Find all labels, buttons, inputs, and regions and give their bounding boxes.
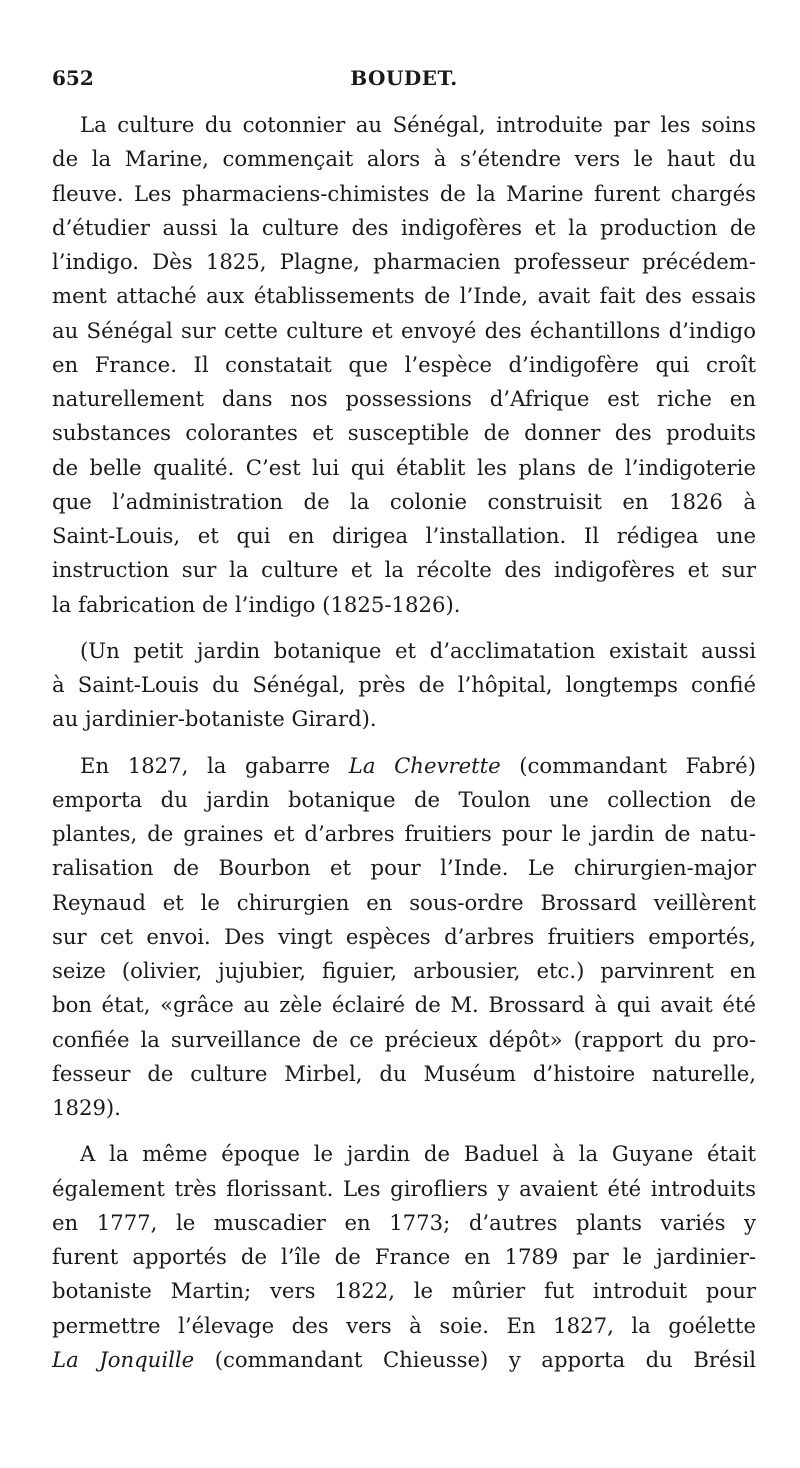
text-line (52, 1343, 756, 1377)
text-line: La culture du cotonnier au Sénégal, introduite par les soins (80, 112, 756, 137)
text-line (52, 749, 756, 783)
text-line: de belle qualité. C’est lui qui établit les plans de l’indigoterie (52, 454, 756, 480)
text-line: au jardinier-botaniste Girard). (52, 706, 377, 732)
text-line: plantes, de graines et d’arbres fruitiers pour le jardin de natu- (52, 821, 756, 846)
text-line: (Un petit jardin botanique et d’acclimatation existait aussi (80, 637, 756, 663)
text-line: instruction sur la culture et la récolte des indigofères et sur (52, 557, 756, 583)
paragraph-senegal-indigo (52, 108, 756, 622)
text-line: botaniste Martin; vers 1822, le mûrier fut introduit pour (52, 1278, 756, 1304)
text-line: bon état, «grâce au zèle éclairé de M. Brossard à qui avait été (52, 992, 756, 1018)
text-line: à Saint-Louis du Sénégal, près de l’hôpital, longtemps confié (52, 672, 756, 697)
paragraph-guyane-baduel (52, 1137, 756, 1377)
text-line: l’indigo. Dès 1825, Plagne, pharmacien professeur précédem- (52, 249, 756, 274)
page-header (52, 66, 756, 96)
ship-name: La Chevrette (348, 752, 501, 778)
ship-name: La Jonquille (52, 1346, 195, 1372)
text-line: d’étudier aussi la culture des indigofères et la production de (52, 214, 756, 240)
text-line: en France. Il constatait que l’espèce d’indigofère qui croît (52, 351, 756, 377)
text-line: emporta du jardin botanique de Toulon une collection de (52, 786, 756, 812)
text-line: également très florissant. Les girofliers y avaient été introduits (52, 1175, 756, 1201)
text-line: confiée la surveillance de ce précieux dépôt» (rapport du pro- (52, 1026, 756, 1052)
text-line: que l’administration de la colonie construisit en 1826 à (52, 488, 756, 514)
text-line: Reynaud et le chirurgien en sous-ordre Brossard veillèrent (52, 889, 756, 915)
text-line: fesseur de culture Mirbel, du Muséum d’histoire naturelle, (52, 1060, 756, 1086)
text-line: la fabrication de l’indigo (1825-1826). (52, 591, 461, 617)
text-run: En 1827, la gabarre (80, 752, 349, 778)
text-line: sur cet envoi. Des vingt espèces d’arbres fruitiers emportés, (52, 923, 756, 949)
text-line: ment attaché aux établissements de l’Inde, avait fait des essais (52, 283, 756, 309)
running-head: BOUDET. (350, 66, 458, 90)
text-line: en 1777, le muscadier en 1773; d’autres plants variés y (52, 1209, 756, 1235)
text-line: substances colorantes et susceptible de donner des produits (52, 420, 756, 446)
text-line: fleuve. Les pharmaciens-chimistes de la Marine furent chargés (52, 180, 756, 206)
text-line: seize (olivier, jujubier, figuier, arbousier, etc.) parvinrent en (52, 958, 756, 983)
text-line: 1829). (52, 1095, 121, 1120)
text-line: Saint-Louis, et qui en dirigea l’installation. Il rédigea une (52, 523, 756, 548)
text-line: furent apportés de l’île de France en 1789 par le jardinier- (52, 1244, 756, 1269)
body-text (52, 108, 756, 1377)
text-run: (commandant Fabré) (500, 752, 756, 778)
text-line: au Sénégal sur cette culture et envoyé des échantillons d’indigo (52, 317, 756, 343)
text-line: A la même époque le jardin de Baduel à la Guyane était (80, 1141, 756, 1167)
paragraph-chevrette (52, 749, 756, 1126)
text-run: (commandant Chieusse) y apporta du Brésil (194, 1346, 756, 1372)
text-line: ralisation de Bourbon et pour l’Inde. Le chirurgien-major (52, 855, 756, 881)
text-line: de la Marine, commençait alors à s’étendre vers le haut du (52, 146, 756, 172)
page-number: 652 (52, 66, 94, 90)
text-line: naturellement dans nos possessions d’Afrique est riche en (52, 386, 756, 411)
text-line: permettre l’élevage des vers à soie. En 1827, la goélette (52, 1312, 756, 1338)
paragraph-saint-louis-garden (52, 634, 756, 737)
